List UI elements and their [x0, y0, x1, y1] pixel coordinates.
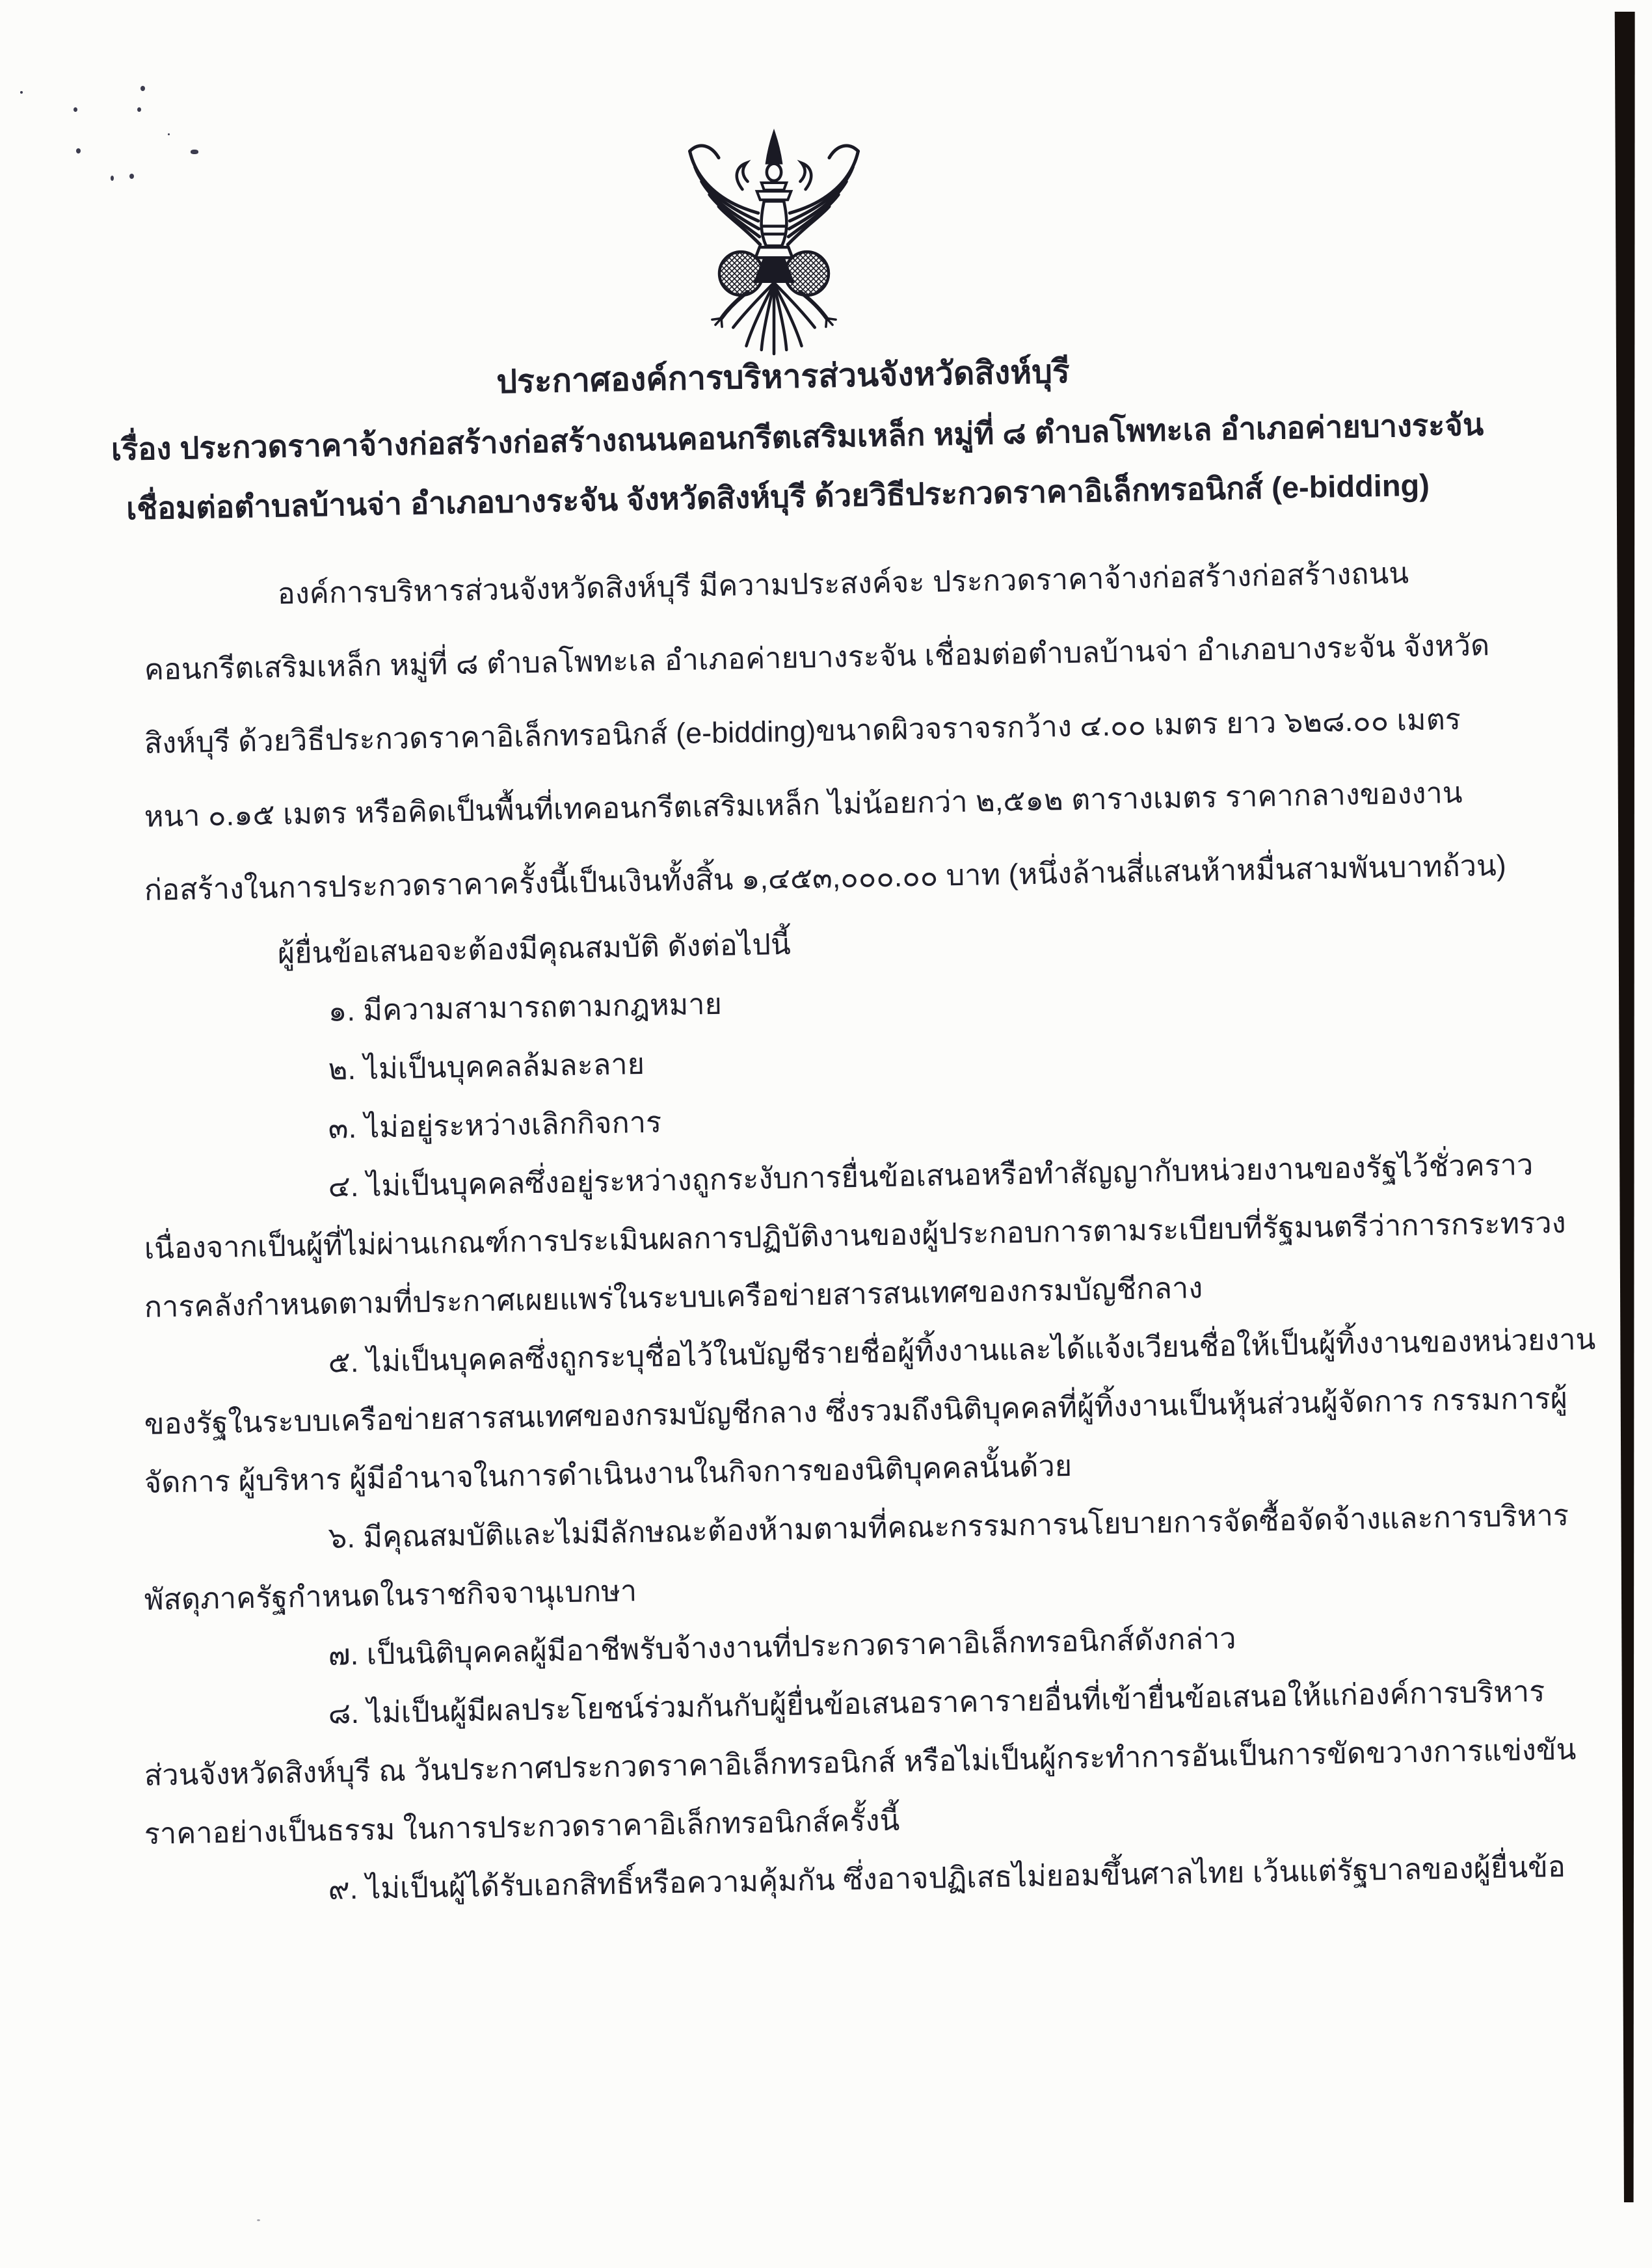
body-text — [144, 556, 1596, 1922]
body-line: ๗. เป็นนิติบุคคลผู้มีอาชีพรับจ้างงานที่ประกวดราคาอิเล็กทรอนิกส์ดังกล่าว — [328, 1621, 1237, 1672]
body-line: ๕. ไม่เป็นบุคคลซึ่งถูกระบุชื่อไว้ในบัญชีรายชื่อผู้ทิ้งงานและได้แจ้งเวียนชื่อให้เป็นผู้ทิ้งงานของหน่วยงาน — [328, 1322, 1596, 1379]
body-line: ๓. ไม่อยู่ระหว่างเลิกกิจการ — [328, 1105, 662, 1145]
body-line: ผู้ยื่นข้อเสนอจะต้องมีคุณสมบัติ ดังต่อไปนี้ — [277, 927, 792, 970]
subject-line-2: เชื่อมต่อตำบลบ้านจ่า อำเภอบางระจัน จังหวัดสิงห์บุรี ด้วยวิธีประกวดราคาอิเล็กทรอนิกส์ (e-bidding) — [126, 467, 1430, 526]
body-line: ๔. ไม่เป็นบุคคลซึ่งอยู่ระหว่างถูกระงับการยื่นข้อเสนอหรือทำสัญญากับหน่วยงานของรัฐไว้ชั่วคราว — [328, 1147, 1534, 1203]
body-line: สิงห์บุรี ด้วยวิธีประกวดราคาอิเล็กทรอนิกส์ (e-bidding)ขนาดผิวจราจรกว้าง ๔.๐๐ เมตร ยาว ๖๒๘.๐๐ เมตร — [144, 702, 1461, 760]
scan-edge-bar — [1614, 12, 1636, 2202]
garuda-emblem-icon — [682, 126, 866, 356]
body-line: หนา ๐.๑๕ เมตร หรือคิดเป็นพื้นที่เทคอนกรีตเสริมเหล็ก ไม่น้อยกว่า ๒,๕๑๒ ตารางเมตร ราคากลางของงาน — [144, 775, 1463, 833]
body-line: การคลังกำหนดตามที่ประกาศเผยแพร่ในระบบเครือข่ายสารสนเทศของกรมบัญชีกลาง — [144, 1271, 1203, 1324]
body-line: จัดการ ผู้บริหาร ผู้มีอำนาจในการดำเนินงานในกิจการของนิติบุคคลนั้นด้วย — [144, 1448, 1072, 1499]
body-line: ของรัฐในระบบเครือข่ายสารสนเทศของกรมบัญชีกลาง ซึ่งรวมถึงนิติบุคคลที่ผู้ทิ้งงานเป็นหุ้นส่วนผู้จัดการ กรรมการผู้ — [144, 1381, 1568, 1441]
body-line: ๘. ไม่เป็นผู้มีผลประโยชน์ร่วมกันกับผู้ยื่นข้อเสนอราคารายอื่นที่เข้ายื่นข้อเสนอให้แก่องค์การบริหาร — [328, 1674, 1545, 1730]
body-line: องค์การบริหารส่วนจังหวัดสิงห์บุรี มีความประสงค์จะ ประกวดราคาจ้างก่อสร้างก่อสร้างถนน — [277, 556, 1409, 611]
body-line: ๑. มีความสามารถตามกฎหมาย — [328, 987, 723, 1028]
body-line: ส่วนจังหวัดสิงห์บุรี ณ วันประกาศประกวดราคาอิเล็กทรอนิกส์ หรือไม่เป็นผู้กระทำการอันเป็นการขัดขวางการแข่งขัน — [144, 1732, 1577, 1792]
subject-line-1: เรื่อง ประกวดราคาจ้างก่อสร้างก่อสร้างถนนคอนกรีตเสริมเหล็ก หมู่ที่ ๘ ตำบลโพทะเล อำเภอค่ายบางระจัน — [111, 407, 1484, 467]
page-title: ประกาศองค์การบริหารส่วนจังหวัดสิงห์บุรี — [496, 353, 1071, 401]
body-line: คอนกรีตเสริมเหล็ก หมู่ที่ ๘ ตำบลโพทะเล อำเภอค่ายบางระจัน เชื่อมต่อตำบลบ้านจ่า อำเภอบางระจัน จังหวัด — [144, 628, 1490, 686]
body-line: เนื่องจากเป็นผู้ที่ไม่ผ่านเกณฑ์การประเมินผลการปฏิบัติงานของผู้ประกอบการตามระเบียบที่รัฐมนตรีว่าการกระทรวง — [144, 1205, 1566, 1265]
body-line: ก่อสร้างในการประกวดราคาครั้งนี้เป็นเงินทั้งสิ้น ๑,๔๕๓,๐๐๐.๐๐ บาท (หนึ่งล้านสี่แสนห้าหมื่นสามพันบาทถ้วน) — [144, 848, 1507, 907]
body-line: ๒. ไม่เป็นบุคคลล้มละลาย — [328, 1047, 645, 1086]
body-line: ๖. มีคุณสมบัติและไม่มีลักษณะต้องห้ามตามที่คณะกรรมการนโยบายการจัดซื้อจัดจ้างและการบริหาร — [328, 1498, 1569, 1554]
body-line: ราคาอย่างเป็นธรรม ในการประกวดราคาอิเล็กทรอนิกส์ครั้งนี้ — [144, 1803, 900, 1850]
body-line: พัสดุภาครัฐกำหนดในราชกิจจานุเบกษา — [144, 1574, 637, 1616]
body-line: ๙. ไม่เป็นผู้ได้รับเอกสิทธิ์หรือความคุ้มกัน ซึ่งอาจปฏิเสธไม่ยอมขึ้นศาลไทย เว้นแต่รัฐบาลของผู้ยื่นข้อ — [328, 1849, 1566, 1906]
